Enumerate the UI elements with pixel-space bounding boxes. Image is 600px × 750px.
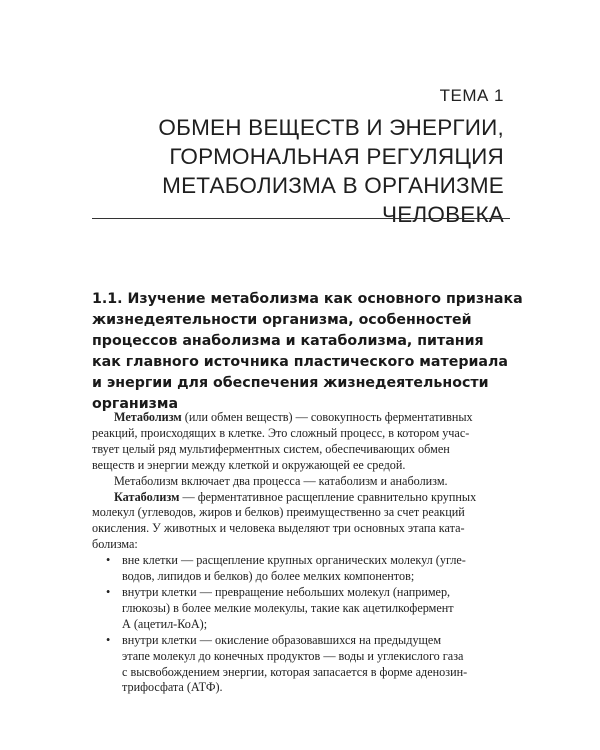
bullet-marker: • [106, 553, 111, 568]
text-line: реакций, происходящих в клетке. Это сложный процесс, в котором учас- [92, 425, 470, 440]
text-line: твует целый ряд мультиферментных систем, обеспечивающих обмен [92, 441, 450, 456]
paragraph-catabolism [92, 490, 510, 554]
text-line: веществ и энергии между клеткой и окружающей ее средой. [92, 457, 406, 472]
term-metabolism: Метаболизм [114, 410, 182, 424]
list-item [92, 553, 510, 585]
section-heading [92, 289, 522, 415]
section-heading-line: и энергии для обеспечения жизнедеятельности [92, 375, 489, 391]
chapter-label: ТЕМА 1 [439, 86, 504, 105]
section-heading-line: 1.1. Изучение метаболизма как основного признака [92, 291, 523, 307]
text-line: водов, липидов и белков) до более мелких компонентов; [122, 569, 415, 584]
bullet-marker: • [106, 584, 111, 599]
bullet-marker: • [106, 632, 111, 647]
text-line: с высвобождением энергии, которая запасается в форме аденозин- [122, 664, 468, 679]
section-heading-line: процессов анаболизма и катаболизма, питания [92, 333, 484, 349]
bullet-list [92, 553, 510, 696]
section-heading-line: как главного источника пластического материала [92, 354, 508, 370]
term-catabolism: Катаболизм [114, 489, 180, 504]
section-heading-line: жизнедеятельности организма, особенностей [92, 312, 472, 328]
text-line: А (ацетил-КоА); [122, 616, 208, 631]
title-divider [92, 218, 510, 219]
body-text [92, 410, 510, 696]
section-heading-line: организма [92, 396, 179, 412]
text-fragment: — ферментативное расщепление сравнительно крупных [179, 489, 477, 504]
text-fragment: (или обмен веществ) — совокупность ферментативных [181, 410, 473, 424]
text-line: этапе молекул до конечных продуктов — воды и углекислого газа [122, 648, 464, 663]
text-line: болизма: [92, 537, 138, 552]
chapter-title [84, 113, 504, 229]
text-line [92, 490, 510, 506]
text-line: окисления. У животных и человека выделяют три основных этапа ката- [92, 521, 465, 536]
text-line [92, 410, 510, 426]
paragraph-metabolism [92, 410, 510, 474]
text-line: глюкозы) в более мелкие молекулы, такие как ацетилкофермент [122, 600, 454, 615]
text-line: молекул (углеводов, жиров и белков) преимущественно за счет реакций [92, 505, 465, 520]
chapter-title-line: МЕТАБОЛИЗМА В ОРГАНИЗМЕ [162, 173, 504, 198]
text-line: внутри клетки — окисление образовавшихся на предыдущем [122, 632, 442, 647]
list-item [92, 633, 510, 697]
chapter-title-line: ГОРМОНАЛЬНАЯ РЕГУЛЯЦИЯ [169, 144, 504, 169]
list-item [92, 585, 510, 633]
text-line: внутри клетки — превращение небольших молекул (например, [122, 584, 451, 599]
text-line: трифосфата (АТФ). [122, 680, 223, 695]
chapter-title-line: ЧЕЛОВЕКА [382, 202, 504, 227]
chapter-title-line: ОБМЕН ВЕЩЕСТВ И ЭНЕРГИИ, [158, 115, 504, 140]
paragraph-two-processes: Метаболизм включает два процесса — катаболизм и анаболизм. [114, 473, 448, 488]
text-line: вне клетки — расщепление крупных органических молекул (угле- [122, 553, 466, 568]
